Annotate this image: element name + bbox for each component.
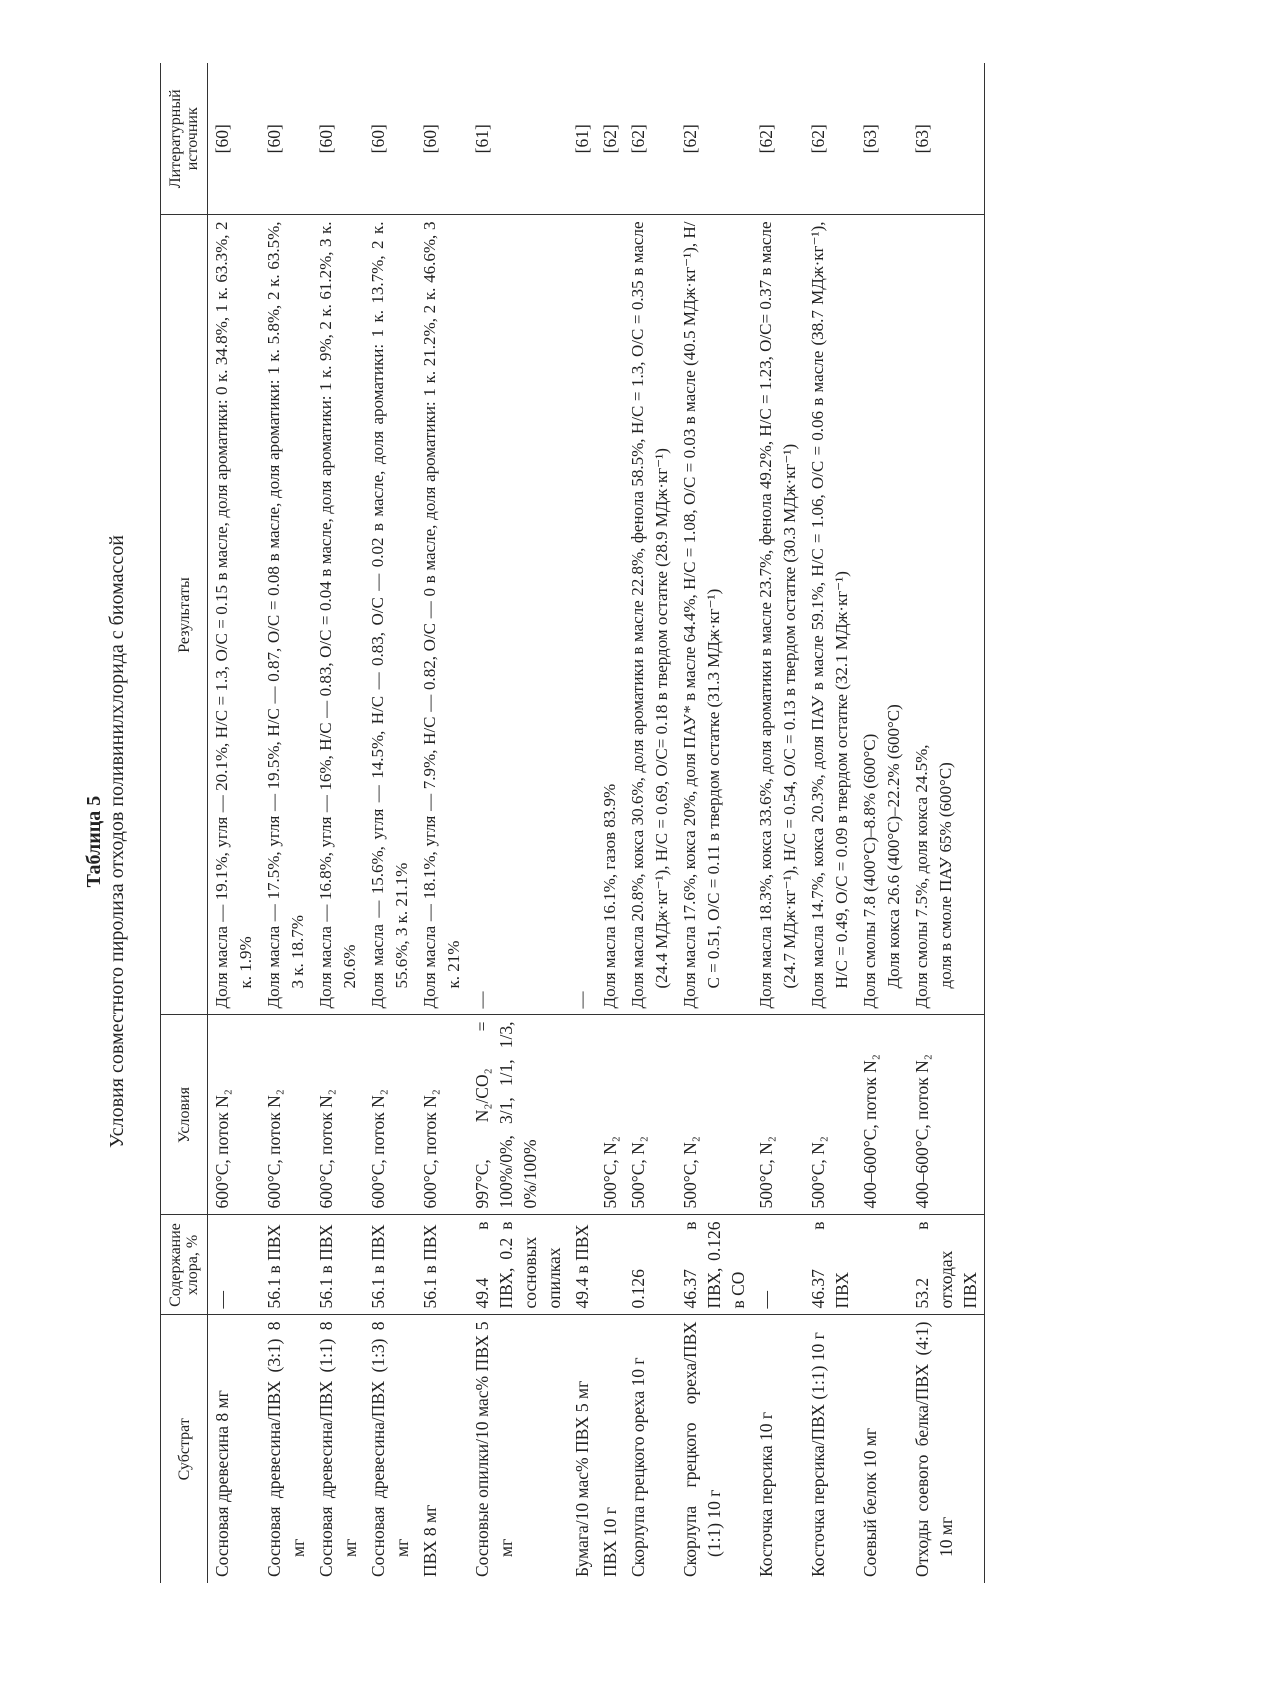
cell-reference: [62] <box>752 63 804 215</box>
cell-substrate: Бумага/10 мас% ПВХ 5 мг <box>572 1380 592 1577</box>
cell-reference: [63] <box>856 63 908 215</box>
cell-substrate: ПВХ 8 мг <box>420 1504 440 1577</box>
cell-results: Доля масла — 17.5%, угля — 19.5%, Н/С — 0.87, О/С = 0.08 в масле, доля ароматики: 1 к. 5.8%, 2 к. 63.5%, 3 к. 18.7% <box>260 215 312 1015</box>
cell-reference: [62] <box>596 63 624 215</box>
cell-results: Доля масла — 18.1%, угля — 7.9%, Н/С — 0.82, О/С — 0 в масле, доля ароматики: 1 к. 21.2%, 2 к. 46.6%, 3 к. 21% <box>416 215 468 1015</box>
header-results: Результаты <box>161 215 208 1015</box>
cell-results: Доля масла 16.1%, газов 83.9% <box>596 215 624 1015</box>
cell-conditions: 500°С, N₂ <box>596 1015 624 1215</box>
cell-chlorine: 56.1 в ПВХ <box>364 1215 416 1315</box>
cell-reference: [60] <box>364 63 416 215</box>
cell-chlorine: 56.1 в ПВХ <box>260 1215 312 1315</box>
table-row <box>856 63 908 1583</box>
cell-reference: [61] <box>468 63 568 215</box>
cell-results: Доля масла — 19.1%, угля — 20.1%, Н/С = 1.3, О/С = 0.15 в масле, доля ароматики: 0 к. 34.8%, 1 к. 63.3%, 2 к. 1.9% <box>208 215 261 1015</box>
cell-substrate: Косточка персика/ПВХ (1:1) 10 г <box>808 1332 828 1577</box>
table-row <box>804 63 856 1583</box>
table-row <box>260 63 312 1583</box>
cell-reference: [60] <box>260 63 312 215</box>
table-row <box>752 63 804 1583</box>
cell-chlorine: 56.1 в ПВХ <box>416 1215 468 1315</box>
cell-results: — <box>568 215 596 1015</box>
table-row <box>676 63 752 1583</box>
cell-results: Доля масла — 16.8%, угля — 16%, Н/С — 0.83, О/С = 0.04 в масле, доля ароматики: 1 к. 9%, 2 к. 61.2%, 3 к. 20.6% <box>312 215 364 1015</box>
cell-substrate: Сосновая древесина/ПВХ (1:1) 8 мг <box>316 1321 360 1577</box>
table-row <box>624 63 676 1583</box>
cell-reference: [61] <box>568 63 596 215</box>
cell-results: — <box>468 215 568 1015</box>
cell-substrate: Соевый белок 10 мг <box>860 1427 880 1577</box>
table-row <box>416 63 468 1583</box>
cell-reference: [63] <box>908 63 985 215</box>
cell-reference: [62] <box>624 63 676 215</box>
table-row <box>364 63 416 1583</box>
cell-conditions: 500°С, N₂ <box>624 1015 676 1215</box>
table-body <box>208 63 985 1583</box>
cell-results: Доля масла 14.7%, кокса 20.3%, доля ПАУ в масле 59.1%, Н/С = 1.06, О/С = 0.06 в масле (38.7 МДж·кг⁻¹), Н/С = 0.49, О/С = 0.09 в твердом остатке (32.1 МДж·кг⁻¹) <box>804 215 856 1015</box>
cell-conditions <box>568 1015 596 1215</box>
header-substrate: Субстрат <box>161 1315 208 1583</box>
table-row <box>568 63 596 1583</box>
cell-chlorine: 56.1 в ПВХ <box>312 1215 364 1315</box>
cell-reference: [60] <box>208 63 261 215</box>
header-conditions: Условия <box>161 1015 208 1215</box>
cell-conditions: 600°С, поток N₂ <box>260 1015 312 1215</box>
cell-chlorine: 46.37 в ПВХ, 0.126 в СО <box>676 1215 752 1315</box>
table-row <box>312 63 364 1583</box>
cell-chlorine: 46.37 в ПВХ <box>804 1215 856 1315</box>
table-header-row <box>161 63 208 1583</box>
cell-results: Доля масла — 15.6%, угля — 14.5%, Н/С — 0.83, О/С — 0.02 в масле, доля ароматики: 1 к. 13.7%, 2 к. 55.6%, 3 к. 21.1% <box>364 215 416 1015</box>
cell-results: Доля масла 20.8%, кокса 30.6%, доля ароматики в масле 22.8%, фенола 58.5%, Н/С = 1.3, О/С = 0.35 в масле (24.4 МДж·кг⁻¹), Н/С = 0.69, О/С= 0.18 в твердом остатке (28.9 МДж·кг⁻¹) <box>624 215 676 1015</box>
cell-chlorine: 0.126 <box>624 1215 676 1315</box>
cell-reference: [60] <box>416 63 468 215</box>
cell-substrate: Сосновые опилки/10 мас% ПВХ 5 мг <box>472 1321 516 1577</box>
cell-results: Доля смолы 7.5%, доля кокса 24.5%, доля в смоле ПАУ 65% (600°С) <box>908 215 985 1015</box>
cell-results: Доля масла 17.6%, кокса 20%, доля ПАУ* в масле 64.4%, Н/С = 1.08, О/С = 0.03 в масле (40.5 МДж·кг⁻¹), Н/С = 0.51, О/С = 0.11 в твердом остатке (31.3 МДж·кг⁻¹) <box>676 215 752 1015</box>
table-row <box>468 63 568 1583</box>
cell-reference: [60] <box>312 63 364 215</box>
header-reference: Литературный источник <box>161 63 208 215</box>
table-label: Таблица 5 <box>83 795 105 888</box>
cell-substrate: Отходы соевого белка/ПВХ (4:1) 10 мг <box>908 1315 985 1583</box>
cell-substrate: ПВХ 10 г <box>600 1507 620 1577</box>
cell-reference: [62] <box>676 63 752 215</box>
cell-substrate: Скорлупа грецкого ореха 10 г <box>628 1357 648 1577</box>
cell-conditions: 997°С, N₂/CO₂ = 100%/0%, 3/1, 1/1, 1/3, 0%/100% <box>468 1015 568 1215</box>
cell-substrate: Сосновая древесина/ПВХ (1:3) 8 мг <box>368 1321 412 1577</box>
cell-conditions: 600°С, поток N₂ <box>416 1015 468 1215</box>
cell-conditions: 600°С, поток N₂ <box>364 1015 416 1215</box>
cell-conditions: 600°С, поток N₂ <box>312 1015 364 1215</box>
cell-results: Доля масла 18.3%, кокса 33.6%, доля ароматики в масле 23.7%, фенола 49.2%, Н/С = 1.23, О/С= 0.37 в масле (24.7 МДж·кг⁻¹), Н/С = 0.54, О/С = 0.13 в твердом остатке (30.3 МДж·кг⁻¹) <box>752 215 804 1015</box>
table-title: Условия совместного пиролиза отходов поливинилхлорида с биомассой <box>106 535 128 1148</box>
cell-chlorine: 53.2 в отходах ПВХ <box>908 1215 985 1315</box>
cell-chlorine <box>596 1215 624 1315</box>
cell-conditions: 500°С, N₂ <box>804 1015 856 1215</box>
header-chlorine: Содержание хлора, % <box>161 1215 208 1315</box>
table-row <box>908 63 985 1583</box>
table-row <box>596 63 624 1583</box>
cell-results: Доля смолы 7.8 (400°С)–8.8% (600°С) Доля кокса 26.6 (400°С)–22.2% (600°С) <box>856 215 908 1015</box>
cell-reference: [62] <box>804 63 856 215</box>
cell-chlorine: — <box>208 1215 261 1315</box>
cell-substrate: Сосновая древесина 8 мг <box>212 1390 232 1577</box>
data-table <box>160 63 985 1583</box>
cell-chlorine: — <box>752 1215 804 1315</box>
cell-chlorine: 49.4 в ПВХ <box>568 1215 596 1315</box>
cell-substrate: Сосновая древесина/ПВХ (3:1) 8 мг <box>264 1321 308 1577</box>
cell-substrate: Косточка персика 10 г <box>756 1411 776 1577</box>
cell-conditions: 500°С, N₂ <box>752 1015 804 1215</box>
cell-conditions: 400–600°С, поток N₂ <box>908 1015 985 1215</box>
cell-conditions: 600°С, поток N₂ <box>208 1015 261 1215</box>
cell-chlorine <box>856 1215 908 1315</box>
table-row <box>208 63 261 1583</box>
cell-conditions: 400–600°С, поток N₂ <box>856 1015 908 1215</box>
cell-chlorine: 49.4 в ПВХ, 0.2 в сосновых опилках <box>468 1215 568 1315</box>
cell-substrate: Скорлупа грецкого ореха/ПВХ (1:1) 10 г <box>680 1321 724 1577</box>
cell-conditions: 500°С, N₂ <box>676 1015 752 1215</box>
